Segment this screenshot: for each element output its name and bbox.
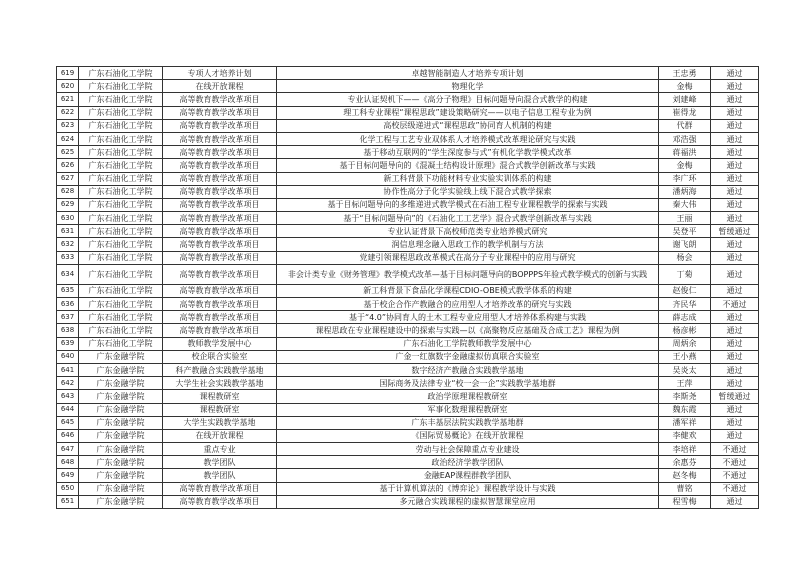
row-number: 645	[57, 416, 79, 429]
leader: 杨会	[659, 251, 711, 264]
row-number: 620	[57, 80, 79, 93]
row-number: 647	[57, 443, 79, 456]
school: 广东石油化工学院	[79, 337, 163, 350]
project-type: 高等教育教学改革项目	[163, 324, 277, 337]
table-row	[57, 443, 759, 456]
school: 广东金融学院	[79, 482, 163, 495]
school: 广东石油化工学院	[79, 212, 163, 225]
row-number: 621	[57, 93, 79, 106]
result: 通过	[711, 198, 759, 211]
row-number: 646	[57, 429, 79, 442]
result: 不通过	[711, 469, 759, 482]
project-type: 高等教育教学改革项目	[163, 185, 277, 198]
table-row	[57, 93, 759, 106]
row-number: 636	[57, 298, 79, 311]
result: 通过	[711, 106, 759, 119]
project-name: 物理化学	[277, 80, 659, 93]
school: 广东金融学院	[79, 456, 163, 469]
project-type: 课程教研室	[163, 403, 277, 416]
school: 广东石油化工学院	[79, 67, 163, 80]
result: 通过	[711, 146, 759, 159]
table-row	[57, 238, 759, 251]
project-name: 金融EAP课程群教学团队	[277, 469, 659, 482]
project-name: 基于目标问题导向的多维递进式教学模式在石油工程专业课程教学的探索与实践	[277, 198, 659, 211]
table-row	[57, 80, 759, 93]
row-number: 627	[57, 172, 79, 185]
project-type: 高等教育教学改革项目	[163, 198, 277, 211]
school: 广东金融学院	[79, 429, 163, 442]
leader: 王萍	[659, 377, 711, 390]
result: 不通过	[711, 443, 759, 456]
leader: 丁菊	[659, 264, 711, 284]
result: 通过	[711, 212, 759, 225]
project-name: 高校层级递进式“课程思政”协同育人机制的构建	[277, 119, 659, 132]
project-name: 数字经济产教融合实践教学基地	[277, 363, 659, 376]
row-number: 629	[57, 198, 79, 211]
school: 广东金融学院	[79, 469, 163, 482]
row-number: 639	[57, 337, 79, 350]
leader: 吴登平	[659, 225, 711, 238]
row-number: 643	[57, 390, 79, 403]
leader: 赵俊仁	[659, 284, 711, 297]
project-name: 广金一红旗数字金融虚拟仿真联合实验室	[277, 350, 659, 363]
row-number: 651	[57, 495, 79, 508]
project-type: 高等教育教学改革项目	[163, 119, 277, 132]
school: 广东石油化工学院	[79, 80, 163, 93]
project-type: 高等教育教学改革项目	[163, 132, 277, 145]
project-results-table	[56, 66, 759, 509]
project-name: 多元融合实践课程的虚拟智慧课堂应用	[277, 495, 659, 508]
school: 广东金融学院	[79, 495, 163, 508]
table-row	[57, 311, 759, 324]
result: 通过	[711, 251, 759, 264]
leader: 周炳余	[659, 337, 711, 350]
table-row	[57, 298, 759, 311]
project-name: 国际商务及法律专业“校一会一企”实践教学基地群	[277, 377, 659, 390]
school: 广东石油化工学院	[79, 225, 163, 238]
row-number: 635	[57, 284, 79, 297]
leader: 邓浩强	[659, 132, 711, 145]
table-row	[57, 251, 759, 264]
school: 广东石油化工学院	[79, 251, 163, 264]
school: 广东石油化工学院	[79, 93, 163, 106]
table-row	[57, 495, 759, 508]
project-type: 重点专业	[163, 443, 277, 456]
result: 通过	[711, 119, 759, 132]
table-row	[57, 284, 759, 297]
row-number: 644	[57, 403, 79, 416]
school: 广东金融学院	[79, 377, 163, 390]
project-name: 基于目标问题导向的《混凝土结构设计原理》混合式教学创新改革与实践	[277, 159, 659, 172]
result: 通过	[711, 311, 759, 324]
leader: 李健欢	[659, 429, 711, 442]
school: 广东石油化工学院	[79, 146, 163, 159]
result: 通过	[711, 416, 759, 429]
project-type: 在线开放课程	[163, 429, 277, 442]
row-number: 625	[57, 146, 79, 159]
school: 广东石油化工学院	[79, 172, 163, 185]
project-type: 大学生社会实践教学基地	[163, 377, 277, 390]
row-number: 633	[57, 251, 79, 264]
leader: 崔得龙	[659, 106, 711, 119]
project-type: 高等教育教学改革项目	[163, 146, 277, 159]
project-type: 教师教学发展中心	[163, 337, 277, 350]
leader: 潘军祥	[659, 416, 711, 429]
leader: 李广环	[659, 172, 711, 185]
table-row	[57, 146, 759, 159]
result: 不通过	[711, 482, 759, 495]
table-row	[57, 350, 759, 363]
row-number: 623	[57, 119, 79, 132]
school: 广东石油化工学院	[79, 119, 163, 132]
leader: 王丽	[659, 212, 711, 225]
leader: 齐民华	[659, 298, 711, 311]
leader: 秦大伟	[659, 198, 711, 211]
school: 广东石油化工学院	[79, 132, 163, 145]
project-type: 高等教育教学改革项目	[163, 225, 277, 238]
table-row	[57, 363, 759, 376]
project-type: 高等教育教学改革项目	[163, 482, 277, 495]
project-name: 专业认证契机下——《高分子物理》目标问题导向混合式教学的构建	[277, 93, 659, 106]
project-name: 非会计类专业《财务管理》教学模式改革—基于目标问题导向的BOPPPS年验式教学模式的创新与实践	[277, 264, 659, 284]
result: 通过	[711, 284, 759, 297]
leader: 代群	[659, 119, 711, 132]
row-number: 638	[57, 324, 79, 337]
result: 通过	[711, 93, 759, 106]
row-number: 626	[57, 159, 79, 172]
project-name: 劳动与社会保障重点专业建设	[277, 443, 659, 456]
row-number: 619	[57, 67, 79, 80]
project-type: 高等教育教学改革项目	[163, 264, 277, 284]
table-row	[57, 67, 759, 80]
project-type: 校企联合实验室	[163, 350, 277, 363]
project-name: 课程思政在专业课程建设中的探索与实践—以《高聚物反应基础及合成工艺》课程为例	[277, 324, 659, 337]
row-number: 640	[57, 350, 79, 363]
project-type: 高等教育教学改革项目	[163, 298, 277, 311]
project-type: 高等教育教学改革项目	[163, 159, 277, 172]
result: 通过	[711, 377, 759, 390]
project-type: 高等教育教学改革项目	[163, 311, 277, 324]
result: 通过	[711, 495, 759, 508]
result: 通过	[711, 429, 759, 442]
project-name: 理工科专业课程“课程思政”建设策略研究——以电子信息工程专业为例	[277, 106, 659, 119]
result: 不通过	[711, 298, 759, 311]
result: 不通过	[711, 456, 759, 469]
school: 广东石油化工学院	[79, 159, 163, 172]
table-row	[57, 172, 759, 185]
row-number: 630	[57, 212, 79, 225]
row-number: 641	[57, 363, 79, 376]
school: 广东石油化工学院	[79, 284, 163, 297]
school: 广东金融学院	[79, 416, 163, 429]
result: 通过	[711, 132, 759, 145]
result: 暂缓通过	[711, 225, 759, 238]
leader: 金梅	[659, 80, 711, 93]
leader: 李斯尧	[659, 390, 711, 403]
project-name: 广东丰基层法院实践教学基地群	[277, 416, 659, 429]
school: 广东金融学院	[79, 443, 163, 456]
row-number: 632	[57, 238, 79, 251]
project-name: 化学工程与工艺专业双体系人才培养模式改革理论研究与实践	[277, 132, 659, 145]
project-name: 政治学原理课程教研室	[277, 390, 659, 403]
school: 广东石油化工学院	[79, 238, 163, 251]
result: 通过	[711, 363, 759, 376]
leader: 潘炳海	[659, 185, 711, 198]
table-row	[57, 456, 759, 469]
project-name: 基于“4.0”协同育人的土木工程专业应用型人才培养体系构建与实践	[277, 311, 659, 324]
result: 通过	[711, 403, 759, 416]
project-type: 大学生实践教学基地	[163, 416, 277, 429]
table-row	[57, 469, 759, 482]
leader: 王忠勇	[659, 67, 711, 80]
project-name: 军事化数理课程教研室	[277, 403, 659, 416]
table-row	[57, 185, 759, 198]
project-type: 教学团队	[163, 469, 277, 482]
project-name: 新工科背景下功能材料专业实验实训体系的构建	[277, 172, 659, 185]
table-row	[57, 482, 759, 495]
table-row	[57, 106, 759, 119]
project-name: 政治经济学教学团队	[277, 456, 659, 469]
leader: 薛志成	[659, 311, 711, 324]
table-row	[57, 198, 759, 211]
project-name: 润信息理念融入思政工作的教学机制与方法	[277, 238, 659, 251]
leader: 赵冬梅	[659, 469, 711, 482]
table-row	[57, 132, 759, 145]
project-name: 基于移动互联网的“学生深度参与式”有机化学教学模式改革	[277, 146, 659, 159]
leader: 魏东霞	[659, 403, 711, 416]
project-name: 《国际贸易概论》在线开放课程	[277, 429, 659, 442]
leader: 王小燕	[659, 350, 711, 363]
project-type: 在线开放课程	[163, 80, 277, 93]
leader: 金梅	[659, 159, 711, 172]
project-name: 广东石油化工学院教师教学发展中心	[277, 337, 659, 350]
project-type: 高等教育教学改革项目	[163, 238, 277, 251]
leader: 曹铭	[659, 482, 711, 495]
school: 广东石油化工学院	[79, 198, 163, 211]
row-number: 649	[57, 469, 79, 482]
project-name: 协作性高分子化学实验线上线下混合式教学探索	[277, 185, 659, 198]
school: 广东金融学院	[79, 403, 163, 416]
school: 广东石油化工学院	[79, 324, 163, 337]
table-row	[57, 264, 759, 284]
leader: 吴炎太	[659, 363, 711, 376]
project-type: 高等教育教学改革项目	[163, 106, 277, 119]
project-name: 党建引领课程思政改革模式在高分子专业课程中的应用与研究	[277, 251, 659, 264]
project-name: 基于校企合作产教融合的应用型人才培养改革的研究与实践	[277, 298, 659, 311]
project-type: 高等教育教学改革项目	[163, 212, 277, 225]
school: 广东石油化工学院	[79, 311, 163, 324]
row-number: 634	[57, 264, 79, 284]
table-row	[57, 159, 759, 172]
result: 通过	[711, 172, 759, 185]
row-number: 637	[57, 311, 79, 324]
school: 广东石油化工学院	[79, 264, 163, 284]
table-row	[57, 416, 759, 429]
project-type: 科产教融合实践教学基地	[163, 363, 277, 376]
project-type: 教学团队	[163, 456, 277, 469]
table-row	[57, 390, 759, 403]
leader: 杨彦彬	[659, 324, 711, 337]
project-name: 基于“目标问题导向”的《石油化工工艺学》混合式教学创新改革与实践	[277, 212, 659, 225]
leader: 李培祥	[659, 443, 711, 456]
table-row	[57, 429, 759, 442]
leader: 余惠芬	[659, 456, 711, 469]
table-row	[57, 119, 759, 132]
project-type: 高等教育教学改革项目	[163, 251, 277, 264]
result: 通过	[711, 337, 759, 350]
result: 通过	[711, 159, 759, 172]
school: 广东金融学院	[79, 350, 163, 363]
project-type: 高等教育教学改革项目	[163, 93, 277, 106]
school: 广东石油化工学院	[79, 185, 163, 198]
table-row	[57, 212, 759, 225]
project-name: 专业认证背景下高校师范类专业培养模式研究	[277, 225, 659, 238]
result: 暂缓通过	[711, 390, 759, 403]
leader: 程雪梅	[659, 495, 711, 508]
table-row	[57, 225, 759, 238]
leader: 谢飞朗	[659, 238, 711, 251]
school: 广东金融学院	[79, 363, 163, 376]
result: 通过	[711, 238, 759, 251]
table-row	[57, 324, 759, 337]
project-type: 高等教育教学改革项目	[163, 495, 277, 508]
row-number: 650	[57, 482, 79, 495]
school: 广东金融学院	[79, 390, 163, 403]
school: 广东石油化工学院	[79, 298, 163, 311]
leader: 蒋福洪	[659, 146, 711, 159]
result: 通过	[711, 67, 759, 80]
project-type: 课程教研室	[163, 390, 277, 403]
project-name: 新工科背景下食品化学课程CDIO-OBE模式教学体系的构建	[277, 284, 659, 297]
row-number: 648	[57, 456, 79, 469]
table-row	[57, 337, 759, 350]
project-name: 卓越智能制造人才培养专项计划	[277, 67, 659, 80]
result: 通过	[711, 80, 759, 93]
result: 通过	[711, 324, 759, 337]
result: 通过	[711, 185, 759, 198]
row-number: 631	[57, 225, 79, 238]
row-number: 622	[57, 106, 79, 119]
row-number: 628	[57, 185, 79, 198]
result: 通过	[711, 350, 759, 363]
project-type: 高等教育教学改革项目	[163, 172, 277, 185]
project-name: 基于计算机算法的《博弈论》课程教学设计与实践	[277, 482, 659, 495]
school: 广东石油化工学院	[79, 106, 163, 119]
project-type: 专项人才培养计划	[163, 67, 277, 80]
project-type: 高等教育教学改革项目	[163, 284, 277, 297]
result: 通过	[711, 264, 759, 284]
row-number: 642	[57, 377, 79, 390]
row-number: 624	[57, 132, 79, 145]
table-row	[57, 377, 759, 390]
table-row	[57, 403, 759, 416]
leader: 刘建峰	[659, 93, 711, 106]
